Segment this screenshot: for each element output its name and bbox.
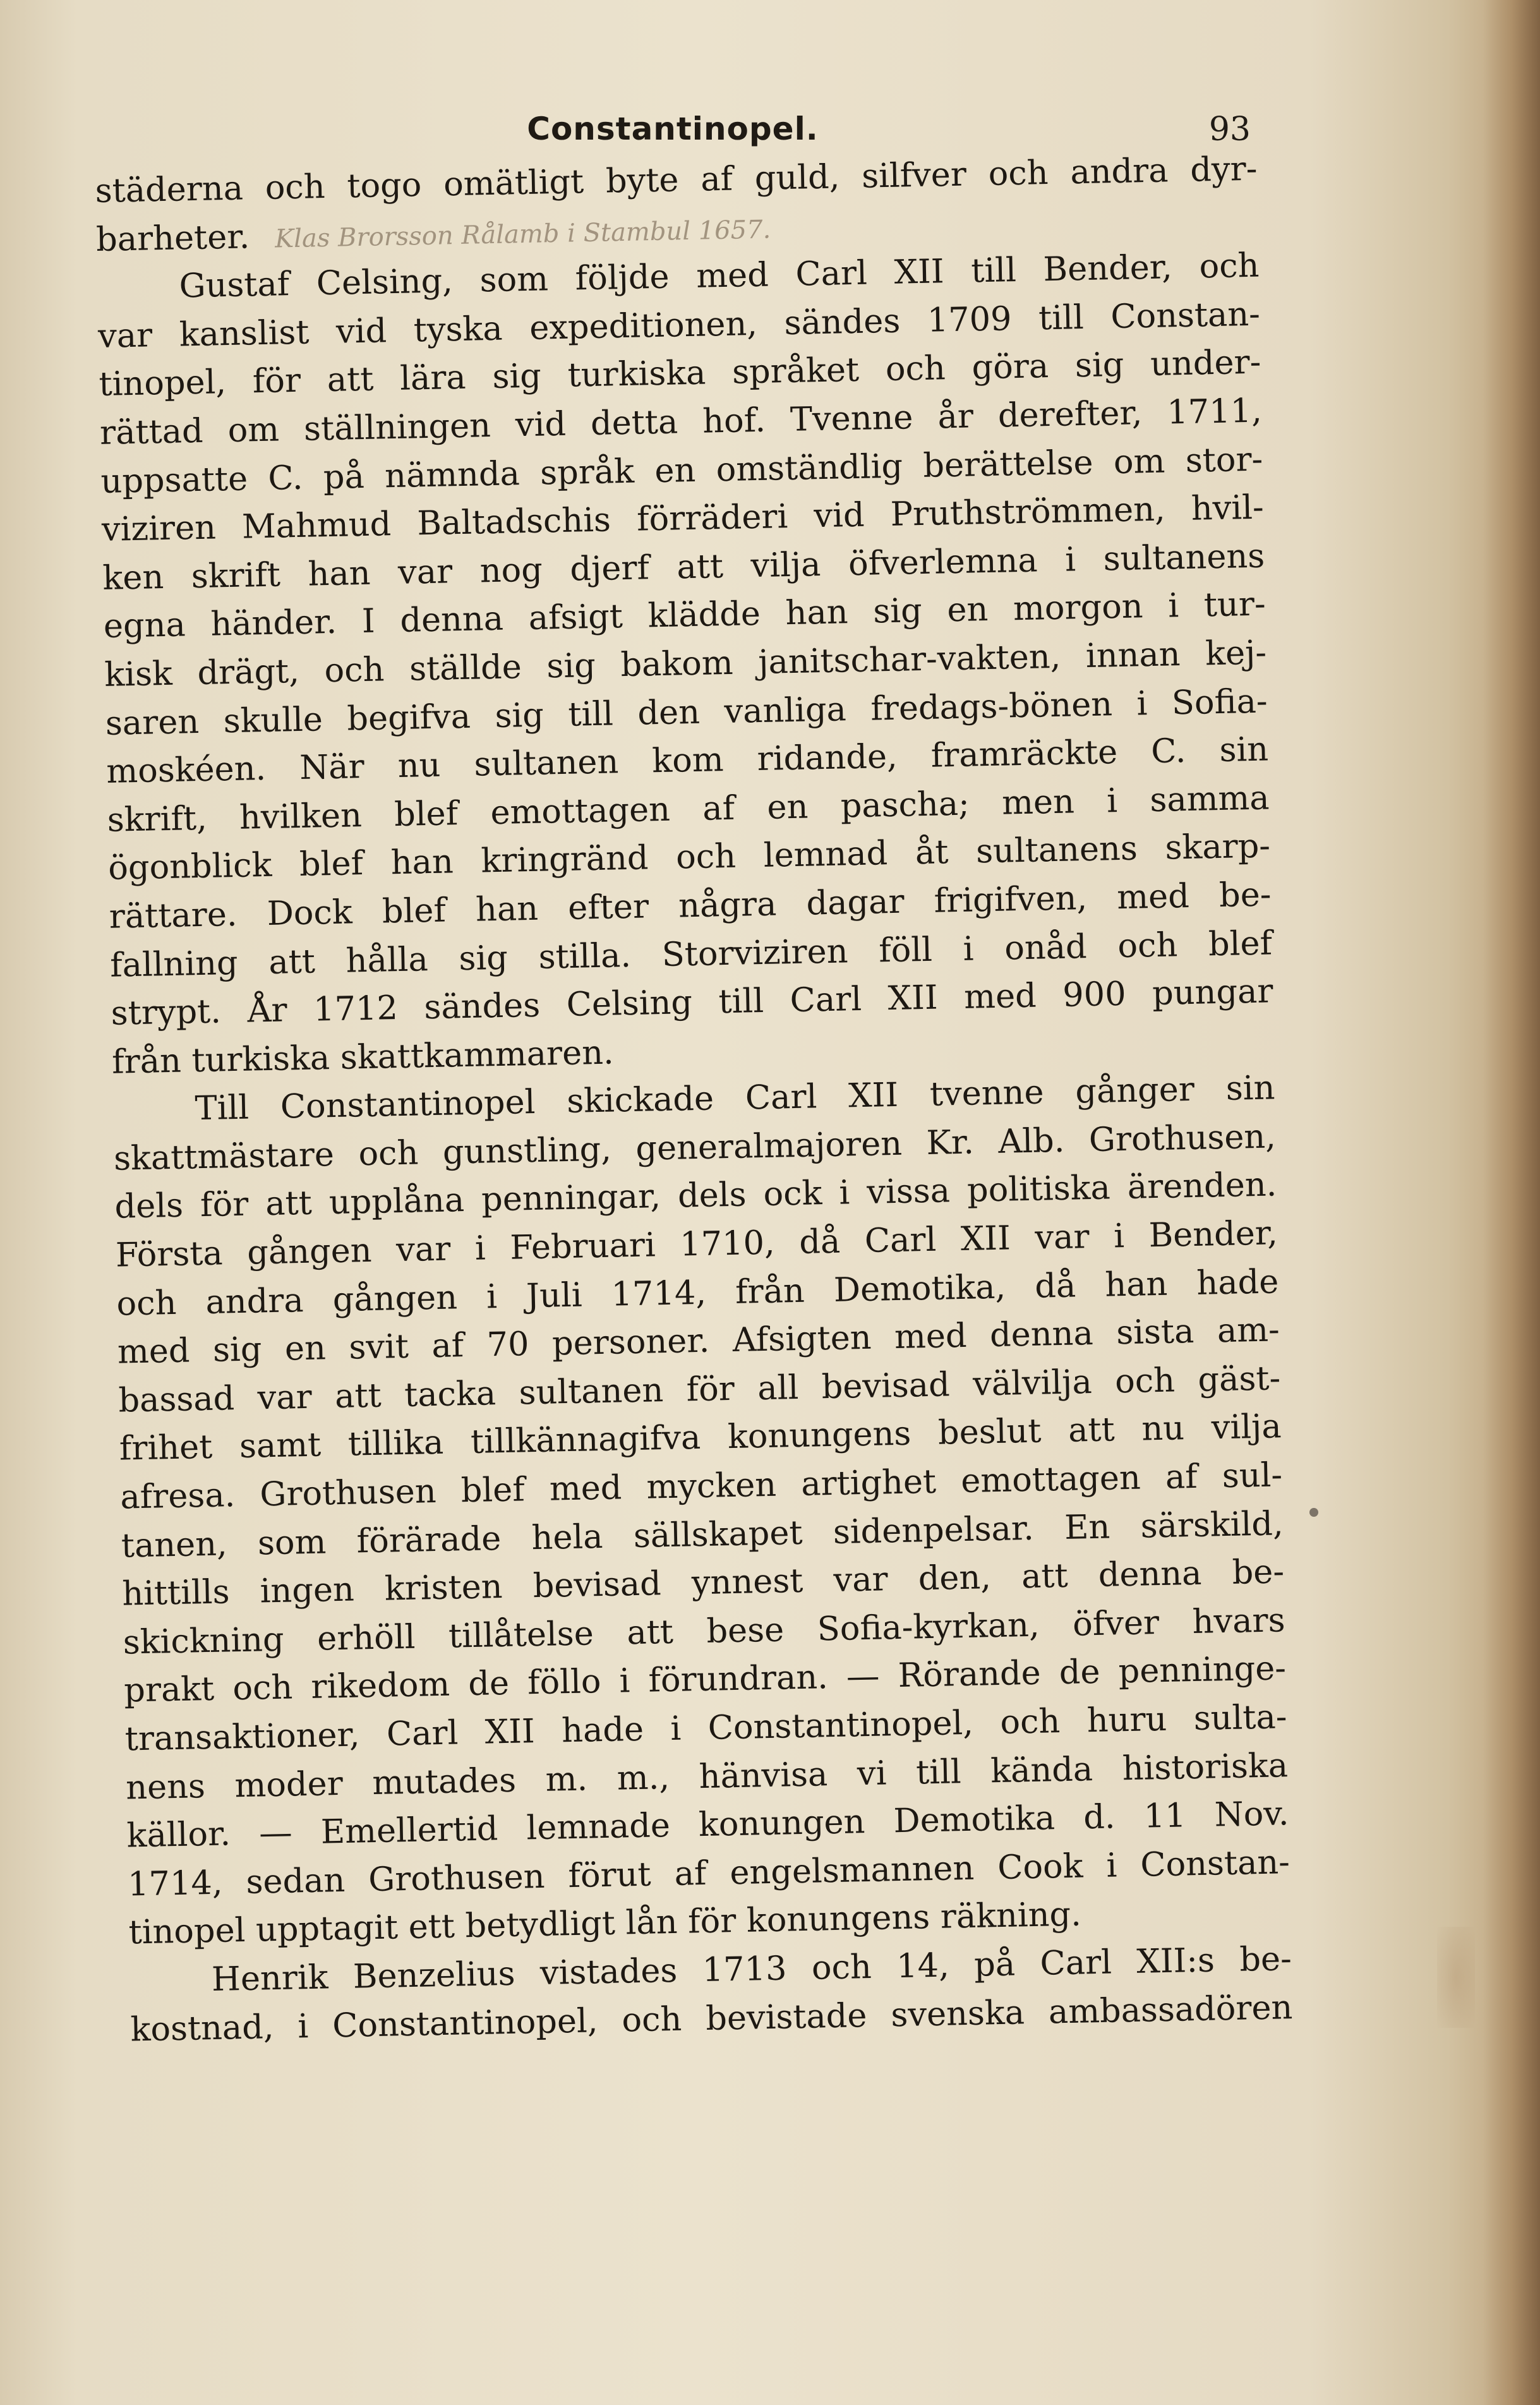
page-edge-shadow	[1483, 0, 1540, 2405]
text-line: kisk drägt, och ställde sig bakom janitschar-vakten, innan kej-	[104, 633, 1267, 694]
text-line: städerna och togo omätligt byte af guld, silfver och andra dyr-	[95, 149, 1258, 210]
pencil-mark	[1309, 1508, 1318, 1517]
text-line: frihet samt tillika tillkännagifva konungens beslut att nu vilja	[119, 1407, 1282, 1469]
text-line: bassad var att tacka sultanen för all bevisad välvilja och gäst-	[117, 1359, 1281, 1420]
text-line: egna händer. I denna afsigt klädde han sig en morgon i tur-	[103, 584, 1266, 646]
text-line: rättare. Dock blef han efter några dagar frigifven, med be-	[109, 875, 1272, 936]
text-line: från turkiska skattkammaren.	[111, 1033, 615, 1082]
text-line: med sig en svit af 70 personer. Afsigten med denna sista am-	[117, 1310, 1280, 1371]
text-line-content: barheter.	[95, 217, 250, 259]
body-text	[95, 145, 1293, 2054]
text-line: hittills ingen kristen bevisad ynnest var den, att denna be-	[121, 1552, 1285, 1613]
text-line: 1714, sedan Grothusen förut af engelsmannen Cook i Constan-	[127, 1842, 1290, 1904]
text-line: skattmästare och gunstling, generalmajoren Kr. Alb. Grothusen,	[113, 1117, 1277, 1178]
text-line: rättad om ställningen vid detta hof. Tvenne år derefter, 1711,	[99, 391, 1263, 452]
text-line: kostnad, i Constantinopel, och bevistade svenska ambassadören	[130, 1987, 1293, 2049]
text-line: moskéen. När nu sultanen kom ridande, framräckte C. sin	[105, 730, 1269, 791]
text-line: skickning erhöll tillåtelse att bese Sofia-kyrkan, öfver hvars	[123, 1601, 1286, 1662]
text-line: ögonblick blef han kringränd och lemnad åt sultanens skarp-	[107, 826, 1271, 888]
text-line: uppsatte C. på nämnda språk en omständlig berättelse om stor-	[100, 440, 1263, 501]
text-line: tinopel upptagit ett betydligt lån för konungens räkning.	[128, 1895, 1082, 1952]
text-line: dels för att upplåna penningar, dels ock i vissa politiska ärenden.	[114, 1165, 1277, 1227]
chapter-title: Constantinopel.	[527, 111, 819, 147]
text-line: och andra gången i Juli 1714, från Demotika, då han hade	[116, 1262, 1279, 1323]
text-line: fallning att hålla sig stilla. Storviziren föll i onåd och blef	[109, 923, 1273, 985]
paper-stain	[1437, 1927, 1475, 2028]
text-line: Henrik Benzelius vistades 1713 och 14, på Carl XII:s be-	[211, 1939, 1292, 1999]
handwritten-annotation: Klas Brorsson Rålamb i Stambul 1657.	[274, 215, 771, 254]
text-line: var kanslist vid tyska expeditionen, sändes 1709 till Constan-	[97, 294, 1261, 356]
text-line: Till Constantinopel skickade Carl XII tvenne gånger sin	[195, 1068, 1275, 1128]
text-line: skrift, hvilken blef emottagen af en pascha; men i samma	[107, 778, 1270, 840]
text-line: tinopel, för att lära sig turkiska språket och göra sig under-	[99, 342, 1261, 404]
text-line: afresa. Grothusen blef med mycken artighet emottagen af sul-	[119, 1456, 1283, 1517]
text-line: viziren Mahmud Baltadschis förräderi vid Pruthströmmen, hvil-	[101, 488, 1265, 550]
text-line: saren skulle begifva sig till den vanliga fredags-bönen i Sofia-	[105, 682, 1268, 743]
page-number: 93	[1208, 111, 1251, 148]
text-line: strypt. År 1712 sändes Celsing till Carl XII med 900 pungar	[111, 972, 1273, 1033]
text-line: transaktioner, Carl XII hade i Constantinopel, och huru sulta-	[124, 1697, 1288, 1759]
text-line: prakt och rikedom de föllo i förundran. — Rörande de penninge-	[123, 1649, 1287, 1710]
text-line: källor. — Emellertid lemnade konungen Demotika d. 11 Nov.	[126, 1794, 1289, 1855]
text-line: nens moder mutades m. m., hänvisa vi till kända historiska	[125, 1745, 1289, 1807]
text-line: tanen, som förärade hela sällskapet sidenpelsar. En särskild,	[121, 1504, 1284, 1565]
text-line: Första gången var i Februari 1710, då Carl XII var i Bender,	[115, 1214, 1278, 1275]
text-line: Gustaf Celsing, som följde med Carl XII till Bender, och	[179, 246, 1260, 306]
text-line: ken skrift han var nog djerf att vilja öfverlemna i sultanens	[102, 536, 1265, 598]
